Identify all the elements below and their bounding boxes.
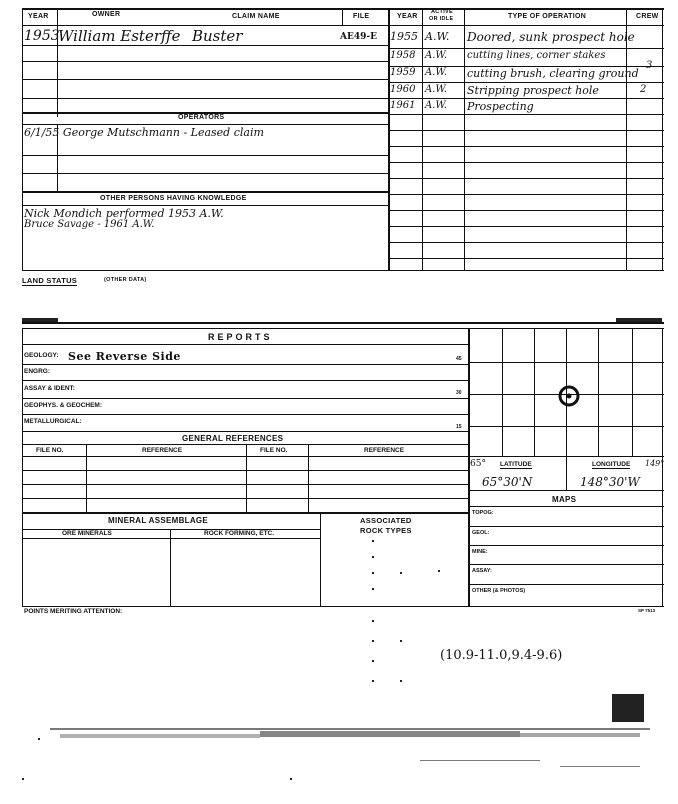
report-code: 45 (456, 356, 462, 362)
ore-minerals-label: ORE MINERALS (62, 530, 112, 537)
report-label: GEOLOGY: (24, 352, 59, 359)
report-label: ASSAY & IDENT: (24, 385, 75, 392)
points-meriting-label: POINTS MERITING ATTENTION: (24, 608, 123, 615)
longitude-suffix: 149° (645, 459, 665, 468)
maps-row-mine: MINE: (472, 549, 488, 555)
report-code: 30 (456, 390, 462, 396)
operators-header: OPERATORS (178, 114, 225, 121)
header-owner: OWNER (92, 11, 121, 18)
header-file: FILE (353, 13, 370, 20)
maps-row-geol: GEOL: (472, 530, 490, 536)
work-row-year: 1958 (390, 50, 416, 61)
maps-row-assay: ASSAY: (472, 568, 492, 574)
latitude-label: LATITUDE (500, 461, 532, 468)
latitude-value: 65°30'N (482, 475, 533, 489)
other-persons-line: Bruce Savage - 1961 A.W. (24, 219, 155, 230)
header-year: YEAR (28, 13, 49, 20)
work-row-status: A.W. (425, 84, 448, 95)
header-or-idle: OR IDLE (429, 16, 454, 22)
black-marker-square (612, 694, 644, 722)
owner-entry-file: AE49-E (340, 32, 377, 42)
work-row-operation: Doored, sunk prospect hole (467, 30, 635, 44)
header-claim-name: CLAIM NAME (232, 13, 280, 20)
location-target-icon (556, 383, 582, 409)
form-number: SP 7513 (638, 608, 656, 613)
work-row-operation: Prospecting (467, 100, 534, 113)
associated-label: ASSOCIATED (360, 516, 412, 525)
work-row-operation: Stripping prospect hole (467, 84, 599, 97)
other-persons-line: Nick Mondich performed 1953 A.W. (24, 207, 224, 220)
handwritten-coordinates-note: (10.9-11.0,9.4-9.6) (440, 648, 563, 663)
work-row-status: A.W. (425, 30, 450, 43)
owner-entry-owner: William Esterffe (58, 27, 181, 45)
reports-title: REPORTS (208, 332, 273, 342)
work-row-operation: cutting brush, clearing ground (467, 67, 639, 80)
header-work-year: YEAR (397, 13, 418, 20)
work-row-crew: 2 (640, 84, 647, 95)
report-value: See Reverse Side (68, 350, 181, 363)
report-code: 15 (456, 424, 462, 430)
general-references-header: GENERAL REFERENCES (182, 434, 284, 443)
report-label: ENGRG: (24, 368, 50, 375)
lat-prefix: 65° (470, 459, 486, 469)
ref-col-reference: REFERENCE (142, 447, 183, 454)
report-label: GEOPHYS. & GEOCHEM: (24, 402, 103, 409)
work-row-year: 1960 (390, 84, 416, 95)
header-active: ACTIVE (431, 9, 453, 15)
maps-title: MAPS (552, 495, 577, 504)
work-row-year: 1961 (390, 100, 416, 111)
operators-entry: 6/1/55 George Mutschmann - Leased claim (24, 126, 264, 139)
owner-entry-year: 1953 (24, 28, 60, 44)
header-crew: CREW (636, 13, 659, 20)
land-status-sub: (OTHER DATA) (104, 277, 147, 283)
ref-col-reference-2: REFERENCE (364, 447, 405, 454)
maps-row-other: OTHER (& PHOTOS) (472, 588, 526, 594)
work-row-status: A.W. (425, 67, 448, 78)
work-row-operation: cutting lines, corner stakes (467, 50, 606, 61)
longitude-label: LONGITUDE (592, 461, 631, 468)
mineral-assemblage-header: MINERAL ASSEMBLAGE (108, 516, 209, 525)
work-row-crew: 3 (646, 60, 653, 71)
work-row-year: 1959 (390, 67, 416, 78)
ref-col-file-no: FILE NO. (36, 447, 64, 454)
ref-col-file-no-2: FILE NO. (260, 447, 288, 454)
other-persons-header: OTHER PERSONS HAVING KNOWLEDGE (100, 195, 247, 202)
land-status-label: LAND STATUS (22, 276, 78, 285)
longitude-value: 148°30'W (580, 475, 640, 489)
owner-entry-claim-name: Buster (192, 27, 243, 45)
rock-types-label: ROCK TYPES (360, 526, 412, 535)
work-row-status: A.W. (425, 100, 448, 111)
report-label: METALLURGICAL: (24, 418, 82, 425)
rock-forming-label: ROCK FORMING, ETC. (204, 530, 275, 537)
work-row-year: 1955 (390, 30, 418, 43)
work-row-status: A.W. (425, 50, 448, 61)
maps-row-topog: TOPOG: (472, 510, 494, 516)
header-type-of-operation: TYPE OF OPERATION (508, 13, 587, 20)
